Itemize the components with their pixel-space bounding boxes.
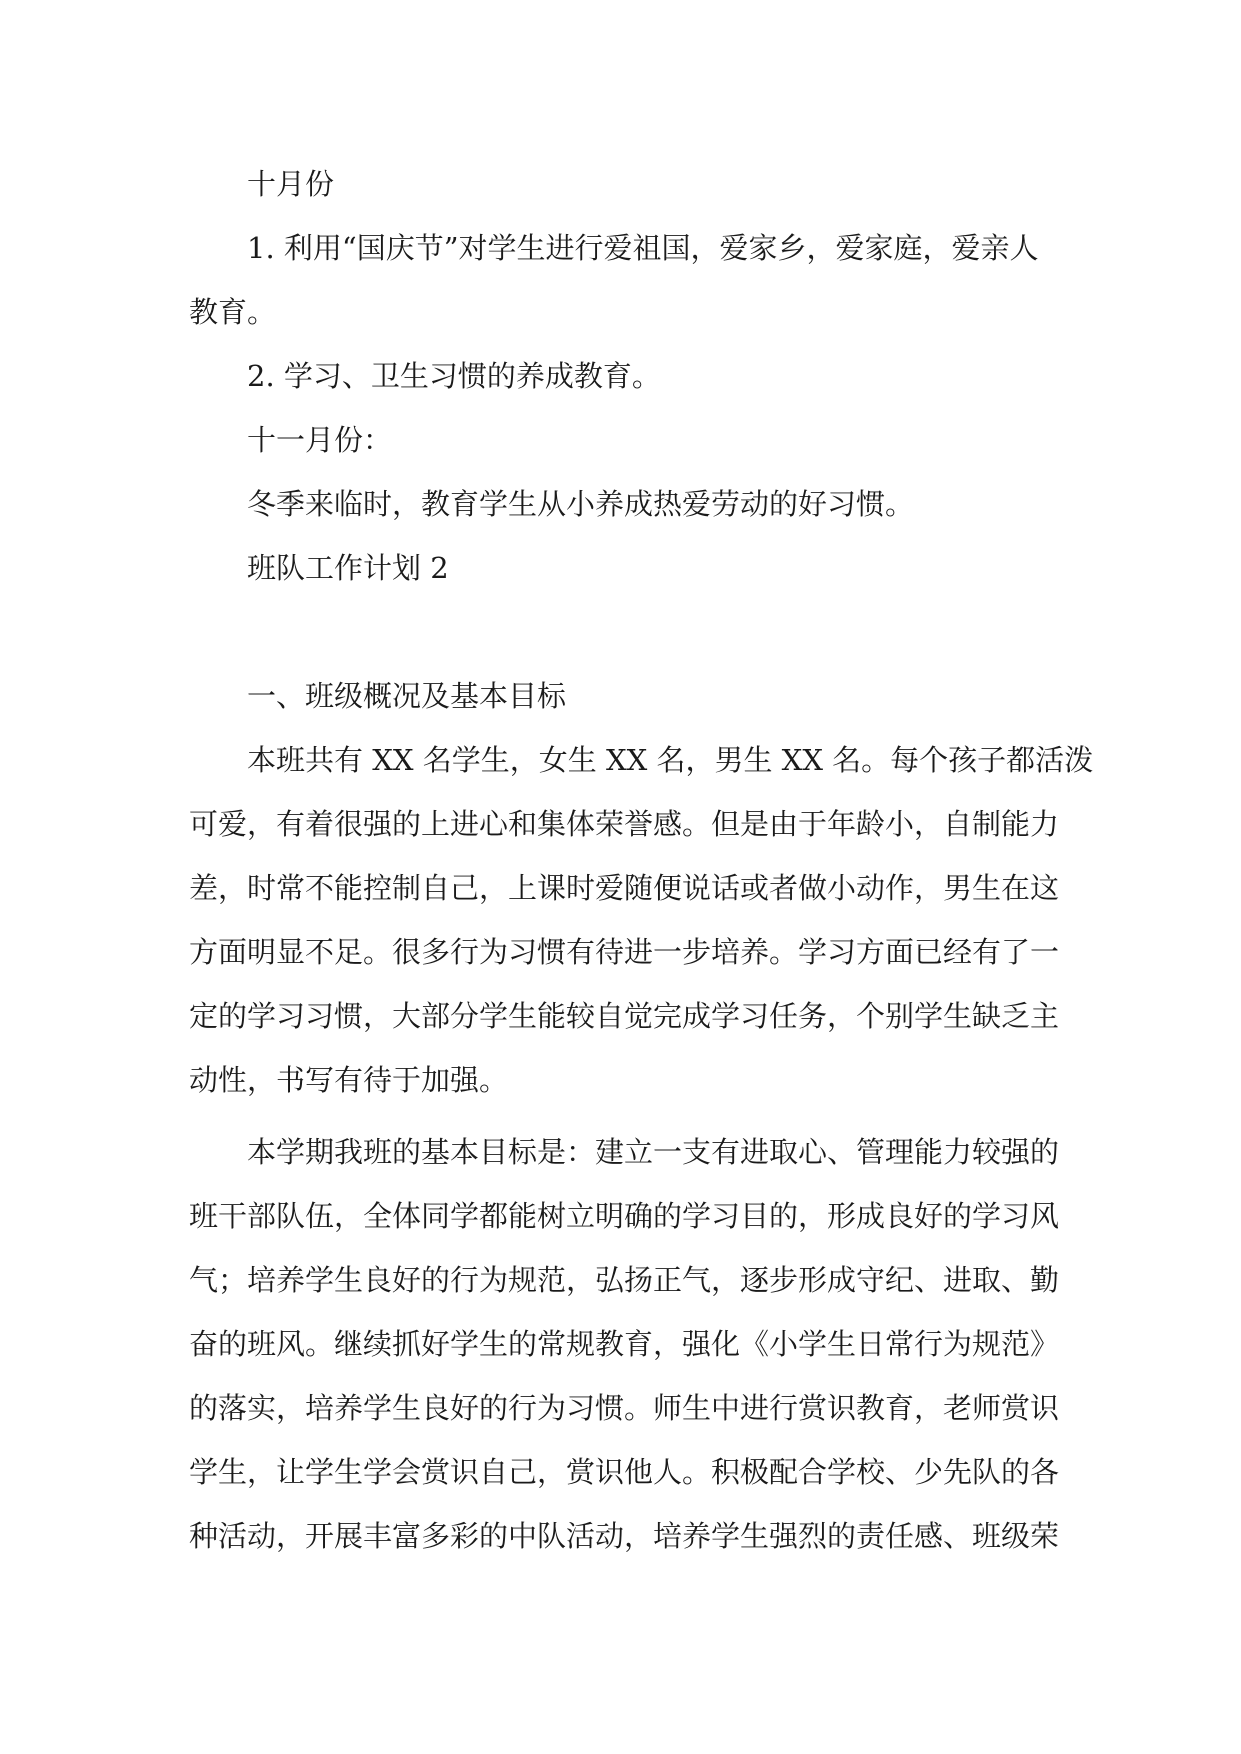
paragraph-line: 定的学习习惯，大部分学生能较自觉完成学习任务，个别学生缺乏主: [189, 999, 1060, 1033]
paragraph-line: 本学期我班的基本目标是：建立一支有进取心、管理能力较强的: [247, 1135, 1060, 1169]
paragraph-line: 1. 利用“国庆节”对学生进行爱祖国，爱家乡，爱家庭，爱亲人: [247, 231, 1039, 265]
paragraph-line: 动性，书写有待于加强。: [189, 1063, 509, 1097]
heading-october: 十月份: [247, 167, 335, 201]
section-heading: 一、班级概况及基本目标: [247, 679, 567, 713]
paragraph-line: 2. 学习、卫生习惯的养成教育。: [247, 359, 661, 393]
paragraph-line: 本班共有 XX 名学生，女生 XX 名，男生 XX 名。每个孩子都活泼: [247, 743, 1094, 777]
paragraph-line: 差，时常不能控制自己，上课时爱随便说话或者做小动作，男生在这: [189, 871, 1060, 905]
paragraph-line: 奋的班风。继续抓好学生的常规教育，强化《小学生日常行为规范》: [189, 1327, 1060, 1361]
paragraph-line: 种活动，开展丰富多彩的中队活动，培养学生强烈的责任感、班级荣: [189, 1519, 1060, 1553]
paragraph-line: 学生，让学生学会赏识自己，赏识他人。积极配合学校、少先队的各: [189, 1455, 1060, 1489]
paragraph-line: 班干部队伍，全体同学都能树立明确的学习目的，形成良好的学习风: [189, 1199, 1060, 1233]
paragraph-line: 教育。: [189, 295, 277, 329]
paragraph-line: 方面明显不足。很多行为习惯有待进一步培养。学习方面已经有了一: [189, 935, 1060, 969]
section-title: 班队工作计划 2: [247, 551, 449, 585]
paragraph-line: 气；培养学生良好的行为规范，弘扬正气，逐步形成守纪、进取、勤: [189, 1263, 1060, 1297]
paragraph-line: 可爱，有着很强的上进心和集体荣誉感。但是由于年龄小，自制能力: [189, 807, 1060, 841]
paragraph-line: 冬季来临时，教育学生从小养成热爱劳动的好习惯。: [247, 487, 915, 521]
heading-november: 十一月份：: [247, 423, 393, 457]
paragraph-line: 的落实，培养学生良好的行为习惯。师生中进行赏识教育，老师赏识: [189, 1391, 1060, 1425]
